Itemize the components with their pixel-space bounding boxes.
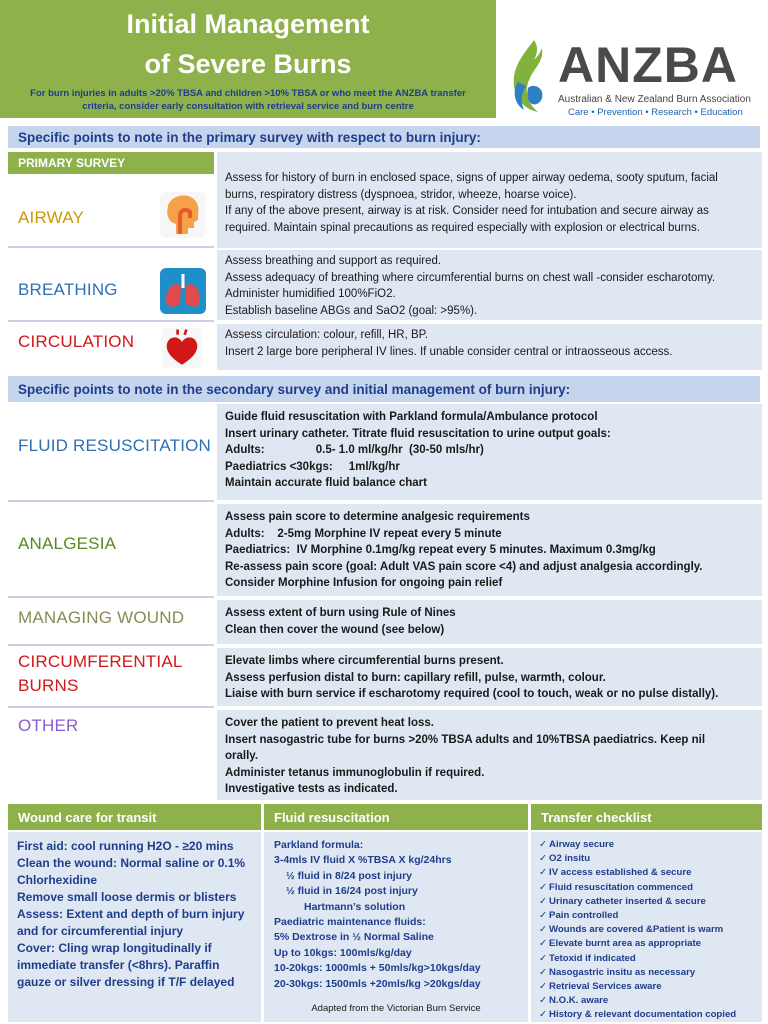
breathing-label-cell xyxy=(8,250,214,320)
fluid-detail-cell xyxy=(217,404,762,500)
check-icon: ✓ xyxy=(539,952,548,964)
checklist-item-text: Pain controlled xyxy=(549,910,619,922)
analgesia-line: Consider Morphine Infusion for ongoing pain relief xyxy=(225,577,503,589)
checklist-item-text: Urinary catheter inserted & secure xyxy=(549,895,706,907)
check-icon: ✓ xyxy=(539,867,548,879)
logo-tagline: Care • Prevention • Research • Education xyxy=(568,107,743,118)
checklist-item-text: Tetoxid if indicated xyxy=(549,952,636,964)
circulation-line: Assess circulation: colour, refill, HR, BP. xyxy=(225,329,429,341)
parkland-formula: 3-4mls IV fluid X %TBSA X kg/24hrs xyxy=(274,854,452,867)
airway-line: required. Maintain spinal precautions as required especially with explosion or electrical burns. xyxy=(225,221,700,234)
breathing-line: Assess adequacy of breathing where circumferential burns on chest wall -consider escharotomy. xyxy=(225,271,716,284)
page-title-line2: of Severe Burns xyxy=(144,49,352,79)
checklist-item-text: Airway secure xyxy=(549,839,615,850)
fluid-label-cell xyxy=(8,404,214,500)
analgesia-line: Adults: 2-5mg Morphine IV repeat every 5 minute xyxy=(225,527,502,540)
airway-head-icon xyxy=(158,190,208,240)
fluid-resuscitation-header: Fluid resuscitation xyxy=(264,804,528,830)
check-icon: ✓ xyxy=(539,938,548,950)
checklist-item xyxy=(539,895,754,909)
other-line: Cover the patient to prevent heat loss. xyxy=(225,717,434,729)
checklist-item-text: N.O.K. aware xyxy=(549,995,609,1007)
wound-care-line: Chlorhexidine xyxy=(17,873,98,887)
circumferential-label-line2: BURNS xyxy=(18,676,79,695)
other-line: Administer tetanus immunoglobulin if required. xyxy=(225,766,485,779)
row-separator xyxy=(8,246,214,248)
breathing-detail-cell xyxy=(217,250,762,320)
circulation-label: CIRCULATION xyxy=(18,332,135,351)
anzba-logo xyxy=(504,36,766,122)
secondary-section-header xyxy=(8,374,760,402)
wound-care-line: immediate transfer (<8hrs). Paraffin xyxy=(17,958,220,972)
checklist-item xyxy=(539,923,754,937)
circulation-line: Insert 2 large bore peripheral IV lines. If unable consider central or intraosseous access. xyxy=(225,345,673,358)
wound-care-header: Wound care for transit xyxy=(8,804,261,830)
checklist-item xyxy=(539,937,754,951)
other-detail-cell xyxy=(217,710,762,800)
wound-line: Assess extent of burn using Rule of Nines xyxy=(225,607,456,619)
checklist-item-text: Nasogastric insitu as necessary xyxy=(549,966,696,978)
check-icon: ✓ xyxy=(539,895,548,907)
fluid-line: Insert urinary catheter. Titrate fluid resuscitation to urine output goals: xyxy=(225,427,611,440)
checklist-item xyxy=(539,866,754,880)
analgesia-detail-cell xyxy=(217,504,762,596)
check-icon: ✓ xyxy=(539,966,548,978)
wound-label-cell xyxy=(8,600,214,644)
fluid-resus-line: 5% Dextrose in ½ Normal Saline xyxy=(274,931,434,944)
analgesia-line: Re-assess pain score (goal: Adult VAS pain score <4) and adjust analgesia accordingly. xyxy=(225,560,703,573)
analgesia-label: ANALGESIA xyxy=(18,534,117,553)
transfer-checklist-panel xyxy=(531,832,762,1022)
airway-detail-cell xyxy=(217,152,762,248)
wound-care-line: Cover: Cling wrap longitudinally if xyxy=(17,941,212,955)
airway-line: burns, respiratory distress (dyspnoea, stridor, wheeze, hoarse voice). xyxy=(225,188,577,201)
analgesia-line: Paediatrics: IV Morphine 0.1mg/kg repeat every 5 minutes. Maximum 0.3mg/kg xyxy=(225,544,656,556)
checklist-item-text: Retrieval Services aware xyxy=(549,981,662,993)
other-line: Insert nasogastric tube for burns >20% TBSA adults and 10%TBSA paediatrics. Keep nil xyxy=(225,733,706,746)
breathing-line: Establish baseline ABGs and SaO2 (goal: >95%). xyxy=(225,304,478,317)
row-separator xyxy=(8,320,214,322)
circulation-detail-cell xyxy=(217,324,762,370)
wound-care-line: Remove small loose dermis or blisters xyxy=(17,890,237,904)
breathing-label: BREATHING xyxy=(18,280,118,299)
breathing-line: Assess breathing and support as required. xyxy=(225,255,442,267)
checklist-item xyxy=(539,966,754,980)
checklist-item xyxy=(539,980,754,994)
wound-care-line: First aid: cool running H2O - ≥20 mins xyxy=(17,839,234,853)
checklist-item xyxy=(539,994,754,1008)
check-icon: ✓ xyxy=(539,981,548,993)
checklist-item-text: O2 insitu xyxy=(549,853,591,865)
fluid-resus-line: ½ fluid in 16/24 post injury xyxy=(286,885,418,898)
circulation-label-cell xyxy=(8,324,214,372)
airway-label: AIRWAY xyxy=(18,208,85,227)
check-icon: ✓ xyxy=(539,839,548,850)
fluid-resuscitation-panel xyxy=(264,832,528,1022)
circumferential-line: Liaise with burn service if escharotomy required (cool to touch, weak or no pulse distally). xyxy=(225,688,719,700)
wound-care-line: Assess: Extent and depth of burn injury xyxy=(17,907,245,921)
analgesia-label-cell xyxy=(8,504,214,596)
other-label-cell xyxy=(8,710,214,800)
secondary-section-title: Specific points to note in the secondary survey and initial management of burn injury: xyxy=(18,382,571,397)
checklist-item-text: Elevate burnt area as appropriate xyxy=(549,938,702,950)
primary-section-title: Specific points to note in the primary survey with respect to burn injury: xyxy=(18,130,481,145)
other-line: orally. xyxy=(225,750,259,762)
primary-section-header xyxy=(8,124,760,148)
checklist-item xyxy=(539,909,754,923)
checklist-item xyxy=(539,852,754,866)
heart-icon xyxy=(160,326,204,370)
checklist-item xyxy=(539,881,754,895)
fluid-resus-line: Hartmann’s solution xyxy=(304,900,406,913)
transfer-checklist-header: Transfer checklist xyxy=(531,804,762,830)
checklist-item xyxy=(539,838,754,852)
managing-wound-label: MANAGING WOUND xyxy=(18,608,185,627)
fluid-resuscitation-label: FLUID RESUSCITATION xyxy=(18,436,212,455)
check-icon: ✓ xyxy=(539,924,548,936)
checklist-item-text: IV access established & secure xyxy=(549,867,692,879)
fluid-line: Guide fluid resuscitation with Parkland formula/Ambulance protocol xyxy=(225,411,598,423)
lungs-icon xyxy=(158,266,208,316)
flame-map-icon xyxy=(504,38,556,118)
header-banner xyxy=(0,0,496,118)
wound-care-line: gauze or silver dressing if T/F delayed xyxy=(17,975,235,989)
airway-line: Assess for history of burn in enclosed space, signs of upper airway oedema, sooty sputum, facial xyxy=(225,172,718,184)
page-subtitle: For burn injuries in adults >20% TBSA and children >10% TBSA or who meet the ANZBA transfer criteria, consider early consultation with retrieval service and burn centre xyxy=(30,88,466,112)
logo-association: Australian & New Zealand Burn Association xyxy=(558,94,751,105)
wound-detail-cell xyxy=(217,600,762,644)
row-separator xyxy=(8,596,214,598)
row-separator xyxy=(8,706,214,708)
row-separator xyxy=(8,500,214,502)
fluid-line: Maintain accurate fluid balance chart xyxy=(225,477,427,489)
check-icon: ✓ xyxy=(539,995,548,1007)
checklist-item-text: History & relevant documentation copied xyxy=(549,1009,737,1021)
circumferential-detail-cell xyxy=(217,648,762,706)
wound-care-panel xyxy=(8,832,261,1022)
parkland-heading: Parkland formula: xyxy=(274,839,364,851)
check-icon: ✓ xyxy=(539,881,548,893)
circumferential-label-line1: CIRCUMFERENTIAL xyxy=(18,652,183,671)
checklist-item xyxy=(539,952,754,966)
checklist-item xyxy=(539,1008,754,1022)
fluid-line: Adults: 0.5- 1.0 ml/kg/hr (30-50 mls/hr) xyxy=(225,444,484,456)
logo-wordmark: ANZBA xyxy=(558,37,738,93)
checklist-item-text: Fluid resuscitation commenced xyxy=(549,881,693,893)
check-icon: ✓ xyxy=(539,910,548,922)
airway-line: If any of the above present, airway is at risk. Consider need for intubation and secure airway as xyxy=(225,205,709,217)
airway-label-cell xyxy=(8,176,214,246)
circumferential-line: Assess perfusion distal to burn: capillary refill, pulse, warmth, colour. xyxy=(225,671,606,684)
fluid-resus-line: Up to 10kgs: 100mls/kg/day xyxy=(274,946,412,959)
fluid-resus-line: ½ fluid in 8/24 post injury xyxy=(286,869,413,882)
analgesia-line: Assess pain score to determine analgesic requirements xyxy=(225,511,530,523)
page-title-line1: Initial Management xyxy=(126,9,370,39)
fluid-resus-line: Paediatric maintenance fluids: xyxy=(274,916,426,929)
check-icon: ✓ xyxy=(539,1009,548,1021)
primary-survey-label: PRIMARY SURVEY xyxy=(8,152,214,174)
check-icon: ✓ xyxy=(539,853,548,865)
fluid-resus-line: 20-30kgs: 1500mls +20mls/kg >20kgs/day xyxy=(274,977,481,990)
circumferential-line: Elevate limbs where circumferential burns present. xyxy=(225,655,504,667)
checklist-item-text: Wounds are covered &Patient is warm xyxy=(549,924,724,936)
source-credit: Adapted from the Victorian Burn Service xyxy=(311,1002,481,1014)
fluid-line: Paediatrics <30kgs: 1ml/kg/hr xyxy=(225,460,400,473)
circumferential-label-cell xyxy=(8,648,214,706)
other-line: Investigative tests as indicated. xyxy=(225,783,398,795)
other-label: OTHER xyxy=(18,716,79,735)
breathing-line: Administer humidified 100%FiO2. xyxy=(225,288,396,300)
fluid-resus-line: 10-20kgs: 1000mls + 50mls/kg>10kgs/day xyxy=(274,962,481,975)
wound-care-line: and for circumferential injury xyxy=(17,924,184,938)
wound-care-line: Clean the wound: Normal saline or 0.1% xyxy=(17,856,246,870)
row-separator xyxy=(8,644,214,646)
wound-line: Clean then cover the wound (see below) xyxy=(225,623,445,636)
